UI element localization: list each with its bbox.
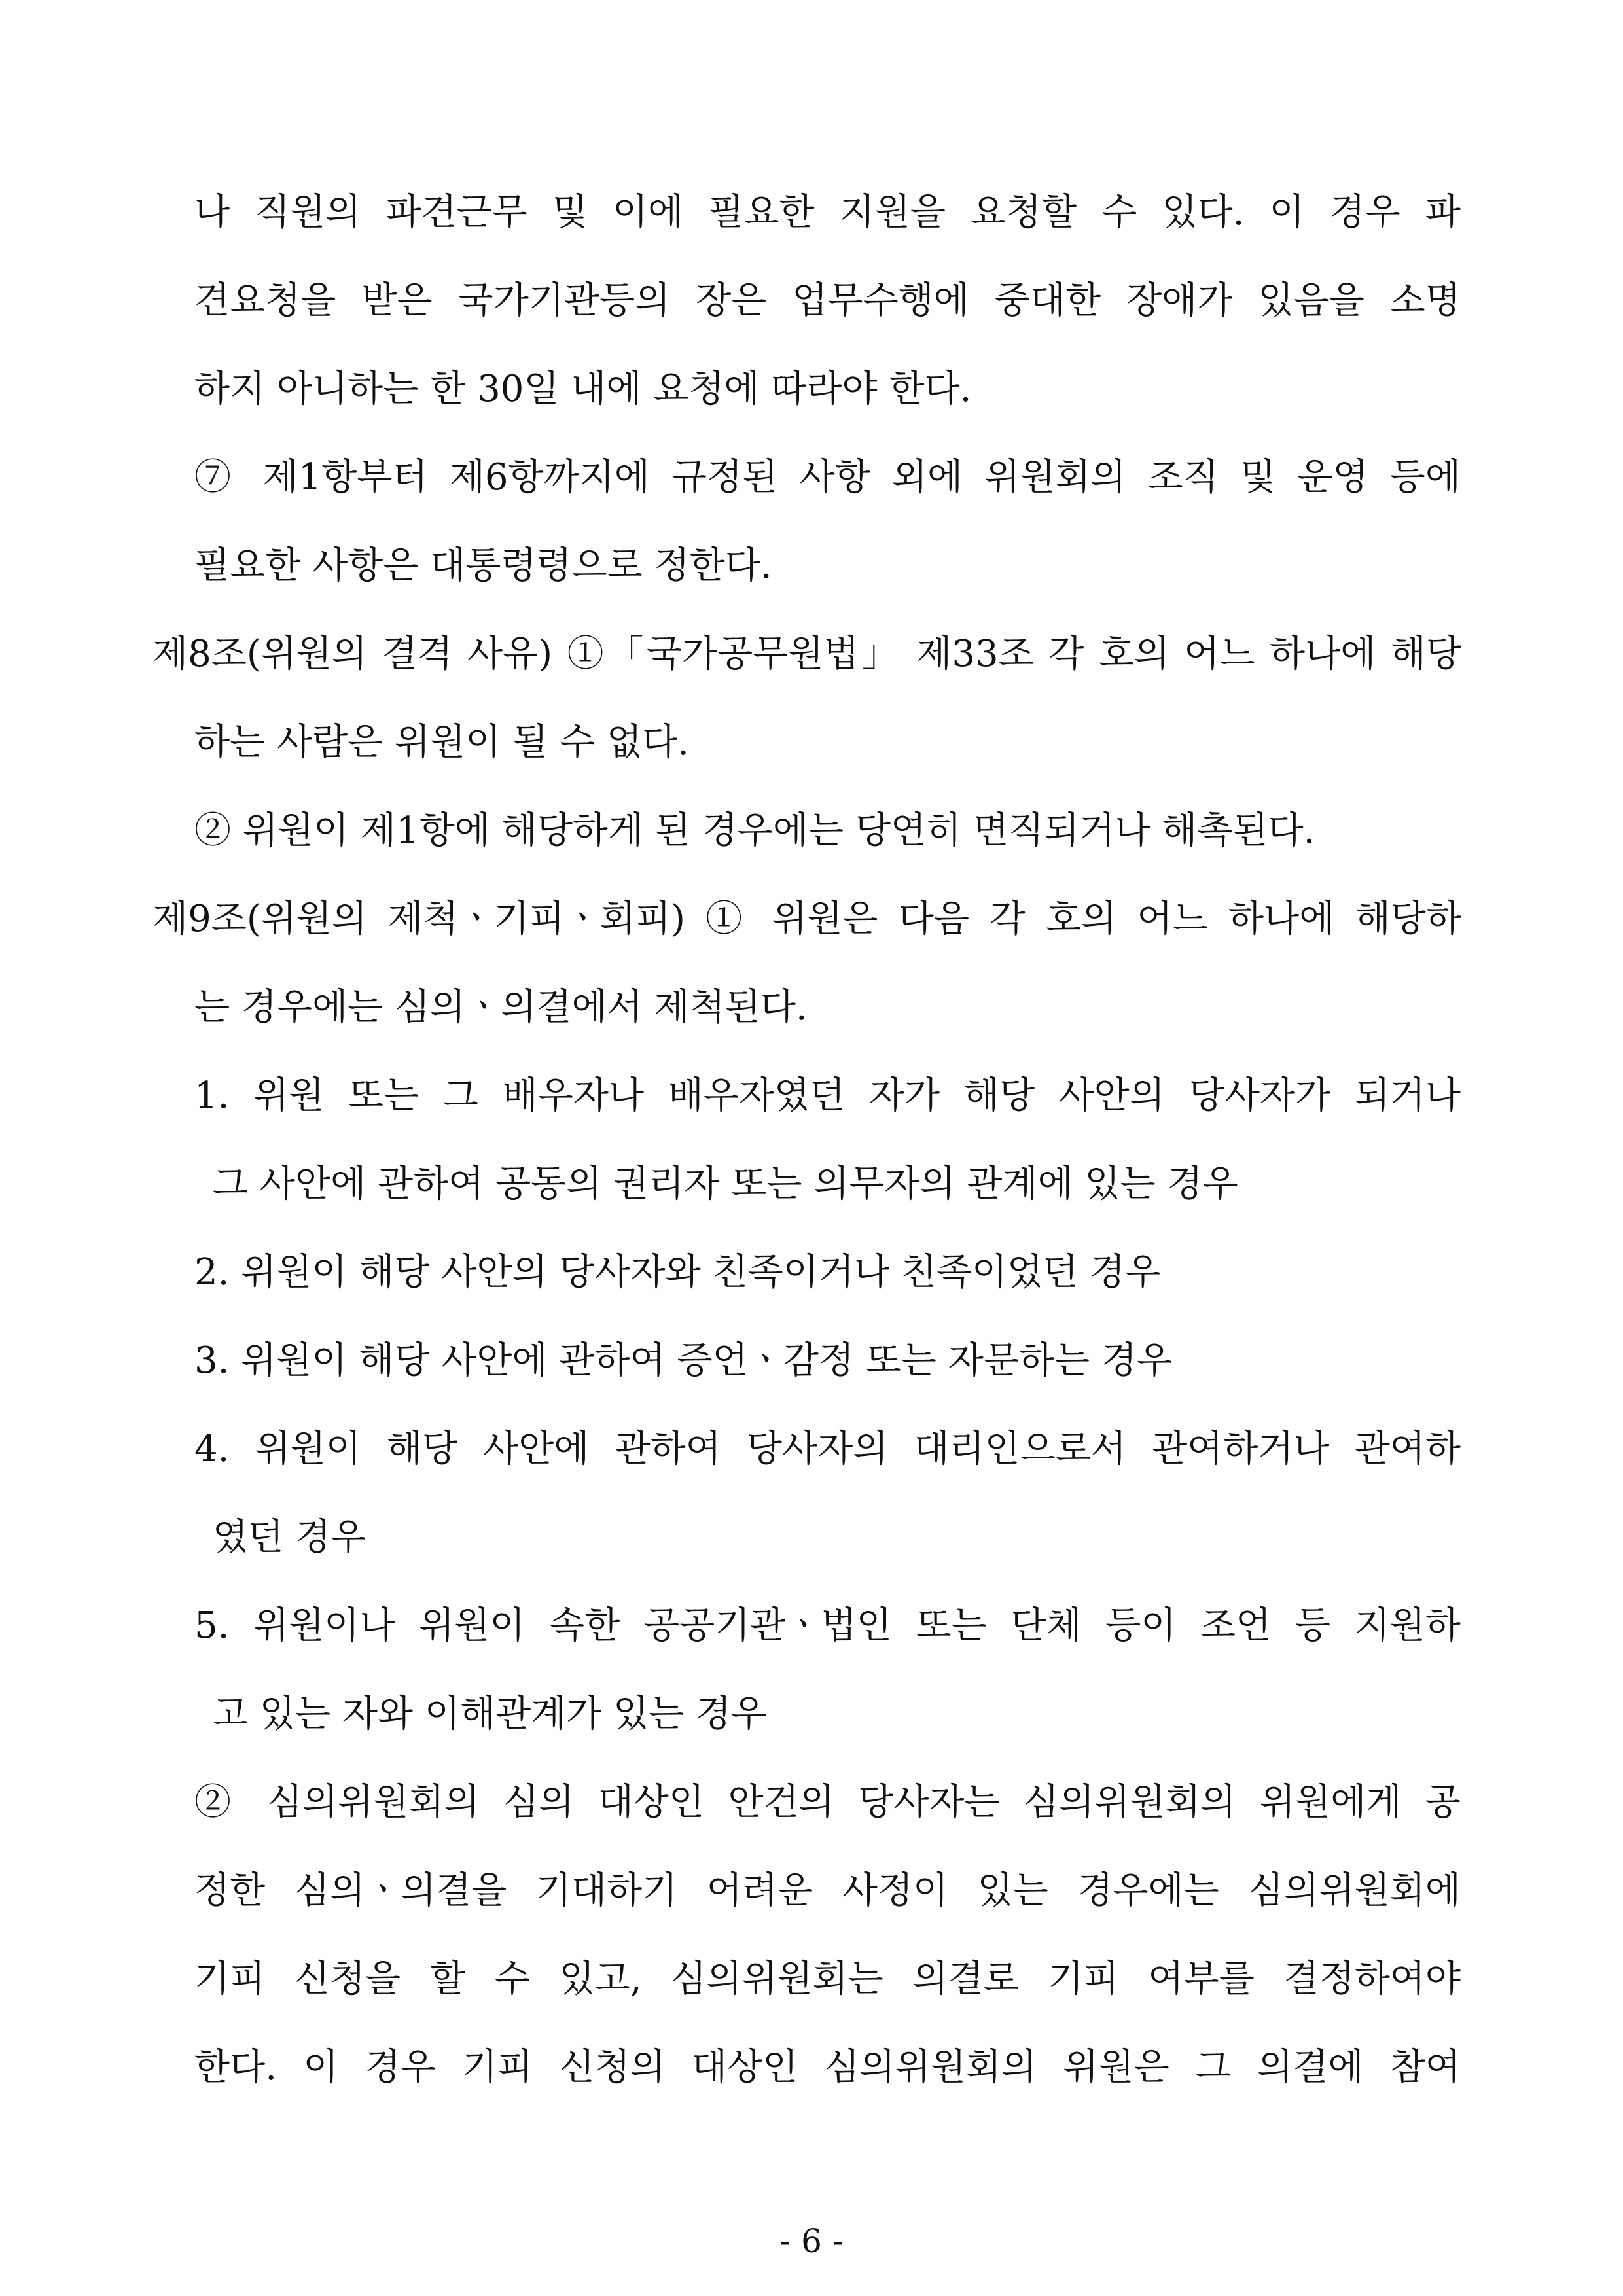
text-line: ② 위원이 제1항에 해당하게 된 경우에는 당연히 면직되거나 해촉된다.	[194, 809, 1315, 852]
list-item-line: 3. 위원이 해당 사안에 관하여 증언ㆍ감정 또는 자문하는 경우	[194, 1339, 1173, 1382]
text-line: 하지 아니하는 한 30일 내에 요청에 따라야 한다.	[194, 368, 972, 410]
text-line: 기피 신청을 할 수 있고, 심의위원회는 의결로 기피 여부를 결정하여야	[194, 1958, 1461, 2000]
text-line: 한다. 이 경우 기피 신청의 대상인 심의위원회의 위원은 그 의결에 참여	[194, 2046, 1461, 2089]
list-item-continuation: 그 사안에 관하여 공동의 권리자 또는 의무자의 관계에 있는 경우	[213, 1163, 1238, 1205]
list-item-line: 4. 위원이 해당 사안에 관하여 당사자의 대리인으로서 관여하거나 관여하	[194, 1428, 1461, 1470]
text-line: ② 심의위원회의 심의 대상인 안건의 당사자는 심의위원회의 위원에게 공	[194, 1781, 1461, 1824]
article-heading-line: 제8조(위원의 결격 사유) ①「국가공무원법」 제33조 각 호의 어느 하나에 해당	[152, 633, 1461, 675]
article-heading-line: 제9조(위원의 제척ㆍ기피ㆍ회피) ① 위원은 다음 각 호의 어느 하나에 해당하	[152, 898, 1461, 940]
text-line: 정한 심의ㆍ의결을 기대하기 어려운 사정이 있는 경우에는 심의위원회에	[194, 1869, 1461, 1912]
page-number: - 6 -	[779, 2222, 844, 2260]
list-item-line: 1. 위원 또는 그 배우자나 배우자였던 자가 해당 사안의 당사자가 되거나	[194, 1074, 1461, 1117]
list-item-continuation: 였던 경우	[213, 1516, 366, 1559]
text-line: 견요청을 받은 국가기관등의 장은 업무수행에 중대한 장애가 있음을 소명	[194, 279, 1461, 322]
list-item-line: 2. 위원이 해당 사안의 당사자와 친족이거나 친족이었던 경우	[194, 1251, 1161, 1294]
text-line: ⑦ 제1항부터 제6항까지에 규정된 사항 외에 위원회의 조직 및 운영 등에	[194, 456, 1461, 499]
text-line: 필요한 사항은 대통령령으로 정한다.	[194, 544, 772, 587]
text-line: 하는 사람은 위원이 될 수 없다.	[194, 721, 689, 764]
text-line: 는 경우에는 심의ㆍ의결에서 제척된다.	[194, 986, 808, 1029]
list-item-line: 5. 위원이나 위원이 속한 공공기관ㆍ법인 또는 단체 등이 조언 등 지원하	[194, 1604, 1461, 1647]
list-item-continuation: 고 있는 자와 이해관계가 있는 경우	[213, 1693, 767, 1735]
text-line: 나 직원의 파견근무 및 이에 필요한 지원을 요청할 수 있다. 이 경우 파	[194, 191, 1461, 234]
